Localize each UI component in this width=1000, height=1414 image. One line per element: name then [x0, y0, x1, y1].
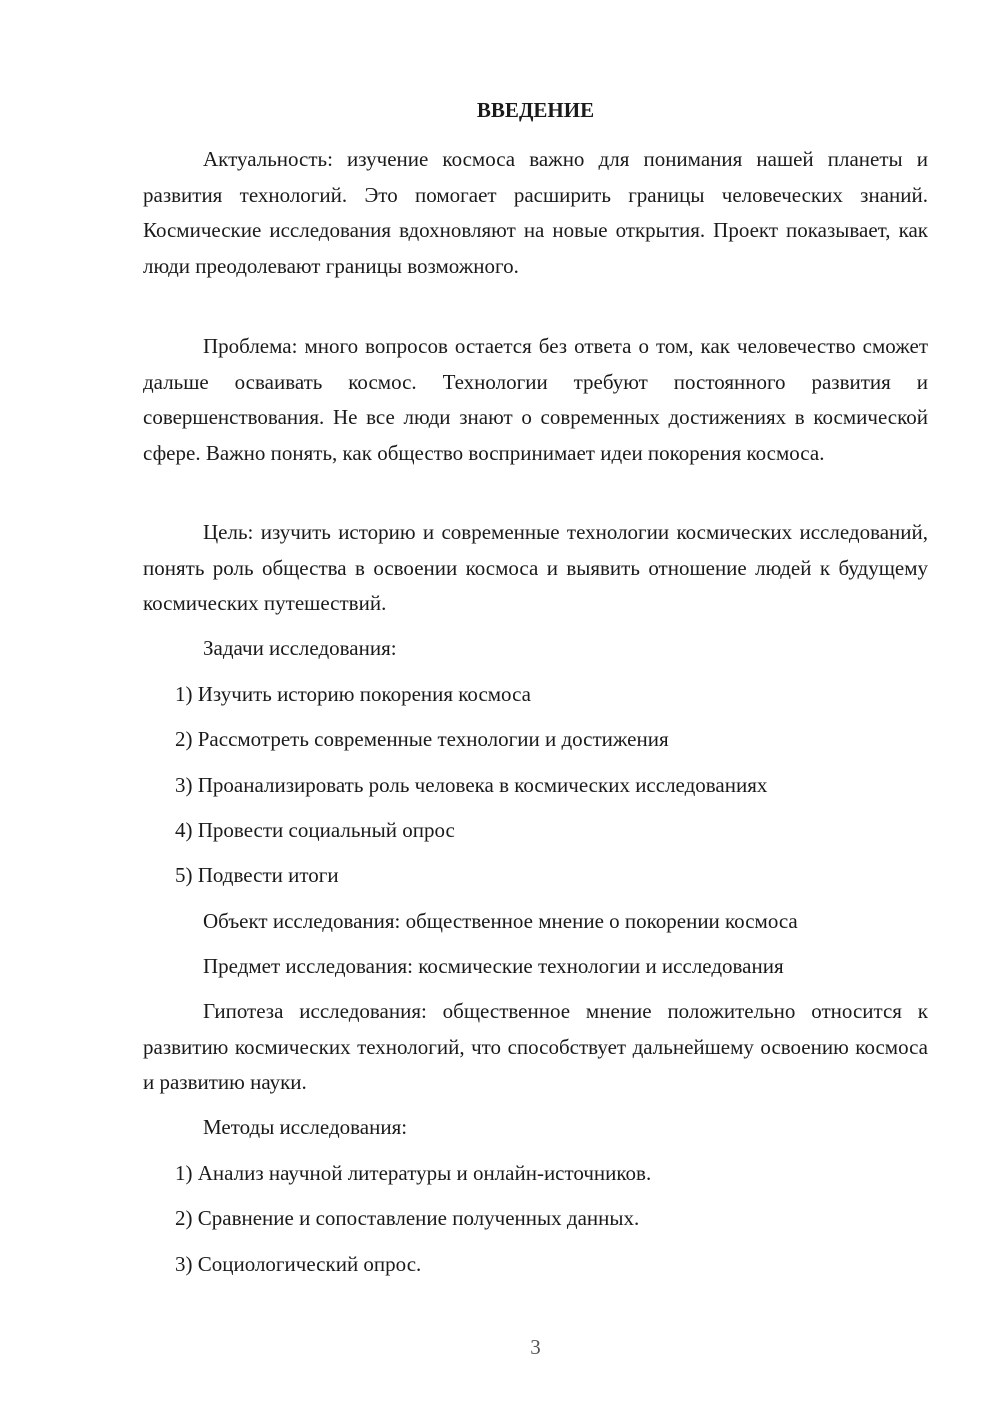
subject-line: Предмет исследования: космические технологии и исследования: [203, 954, 784, 978]
list-item: 3) Социологический опрос.: [175, 1252, 422, 1276]
methods-title: Методы исследования:: [203, 1115, 408, 1139]
list-item: 1) Изучить историю покорения космоса: [175, 682, 531, 706]
hypothesis-paragraph: Гипотеза исследования: общественное мнение положительно относится к развитию космических технологий, что способствует дальнейшему освоению космоса и развитию науки.: [143, 999, 928, 1094]
problem-paragraph: Проблема: много вопросов остается без ответа о том, как человечество сможет дальше осваивать космос. Технологии требуют постоянного развития и совершенствования. Не все люди знают о современных достижениях в космической сфере. Важно понять, как общество воспринимает идеи покорения космоса.: [143, 334, 928, 465]
section-heading: ВВЕДЕНИЕ: [476, 98, 595, 122]
goal-paragraph: Цель: изучить историю и современные технологии космических исследований, понять роль общества в освоении космоса и выявить отношение людей к будущему космических путешествий.: [143, 520, 928, 615]
list-item: 2) Рассмотреть современные технологии и достижения: [175, 727, 669, 751]
list-item: 2) Сравнение и сопоставление полученных данных.: [175, 1206, 640, 1230]
page-number: 3: [530, 1335, 541, 1359]
object-line: Объект исследования: общественное мнение о покорении космоса: [203, 909, 798, 933]
relevance-paragraph: Актуальность: изучение космоса важно для понимания нашей планеты и развития технологий. Это помогает расширить границы человеческих знаний. Космические исследования вдохновляют на новые открытия. Проект показывает, как люди преодолевают границы возможного.: [143, 147, 928, 278]
list-item: 4) Провести социальный опрос: [175, 818, 455, 842]
list-item: 3) Проанализировать роль человека в космических исследованиях: [175, 773, 768, 797]
list-item: 1) Анализ научной литературы и онлайн-источников.: [175, 1161, 652, 1185]
list-item: 5) Подвести итоги: [175, 863, 339, 887]
tasks-title: Задачи исследования:: [203, 636, 397, 660]
